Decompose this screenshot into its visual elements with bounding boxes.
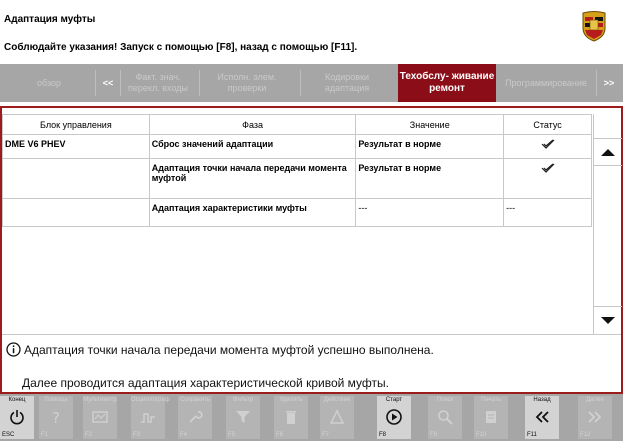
table-row[interactable] [3, 135, 592, 159]
table-row[interactable] [3, 159, 592, 199]
info-icon [6, 342, 21, 357]
scroll-down-button[interactable] [594, 306, 622, 334]
end-button[interactable]: Конец ESC [0, 396, 34, 439]
help-button[interactable]: Помощь ? F1 [39, 396, 73, 439]
function-toolbar [0, 394, 623, 441]
oscilloscope-icon [140, 409, 156, 425]
page-title: Адаптация муфты [4, 14, 96, 25]
tab-coding-adaptation[interactable]: Кодировки адаптация [324, 72, 370, 93]
cell-unit: DME V6 PHEV [3, 135, 150, 159]
filter-icon [235, 409, 251, 425]
forward-button[interactable]: Далее F12 [578, 396, 612, 439]
tab-maintenance-repair[interactable]: Техобслу- живание ремонт [398, 64, 496, 102]
tab-actuator-tests[interactable]: Исполн. элем. проверки [217, 72, 277, 93]
search-icon [437, 409, 453, 425]
tab-scroll-right[interactable]: >> [603, 77, 615, 88]
column-header-value: Значение [356, 115, 504, 135]
cell-value: Результат в норме [356, 159, 504, 199]
triangle-down-icon [601, 317, 615, 324]
cell-status: --- [504, 199, 592, 227]
print-button[interactable]: Печать F10 [474, 396, 508, 439]
main-panel [0, 106, 623, 394]
check-icon [541, 163, 555, 173]
table-scrollbar[interactable] [593, 114, 621, 334]
oscilloscope-button[interactable]: Осциллограф F3 [131, 397, 170, 438]
tab-actual-values[interactable]: Факт. знач. перекл. входы [128, 72, 188, 93]
cell-value: Результат в норме [356, 135, 504, 159]
action-button[interactable]: Действие F7 [320, 396, 354, 439]
help-icon [48, 409, 64, 425]
cell-status [504, 135, 592, 159]
table-header-row [3, 115, 592, 135]
save-button[interactable]: Сохранить F4 [178, 396, 212, 439]
search-button[interactable]: Поиск F9 [428, 396, 462, 439]
delete-button[interactable]: Удалить F6 [274, 396, 308, 439]
wrench-icon [187, 409, 203, 425]
instruction-text: Соблюдайте указания! Запуск с помощью [F8], назад с помощью [F11]. [4, 42, 358, 53]
multimeter-button[interactable]: Мультиметр F2 [83, 397, 117, 438]
scroll-up-button[interactable] [594, 138, 622, 166]
next-step-message: Далее проводится адаптация характеристической кривой муфты. [22, 376, 389, 390]
multimeter-icon [92, 409, 108, 425]
tab-bar [0, 64, 623, 102]
back-icon [534, 409, 550, 425]
trash-icon [283, 409, 299, 425]
print-icon [483, 409, 499, 425]
header [0, 0, 623, 62]
cell-unit [3, 159, 150, 199]
forward-icon [587, 409, 603, 425]
filter-button[interactable]: Фильтр F5 [226, 396, 260, 439]
power-icon [9, 409, 25, 425]
divider [2, 334, 621, 335]
column-header-unit: Блок управления [3, 115, 150, 135]
cell-phase: Сброс значений адаптации [149, 135, 356, 159]
check-icon [541, 139, 555, 149]
cell-phase: Адаптация характеристики муфты [149, 199, 356, 227]
cell-phase: Адаптация точки начала передачи момента муфтой [149, 159, 356, 199]
triangle-up-icon [601, 149, 615, 156]
column-header-status: Статус [504, 115, 592, 135]
info-message: Адаптация точки начала передачи момента муфтой успешно выполнена. [6, 342, 434, 357]
play-icon [386, 409, 402, 425]
column-header-phase: Фаза [149, 115, 356, 135]
start-button[interactable]: Старт F8 [377, 396, 411, 439]
cell-value: --- [356, 199, 504, 227]
adaptation-table [2, 114, 592, 227]
tab-overview[interactable]: обзор [37, 77, 61, 88]
table-row[interactable] [3, 199, 592, 227]
tab-scroll-left[interactable]: << [102, 77, 114, 88]
cell-unit [3, 199, 150, 227]
action-icon [329, 409, 345, 425]
back-button[interactable]: Назад F11 [525, 396, 559, 439]
cell-status [504, 159, 592, 199]
svg-text:?: ? [52, 409, 60, 425]
porsche-crest-icon [581, 10, 607, 42]
tab-programming[interactable]: Программирование [505, 77, 587, 88]
